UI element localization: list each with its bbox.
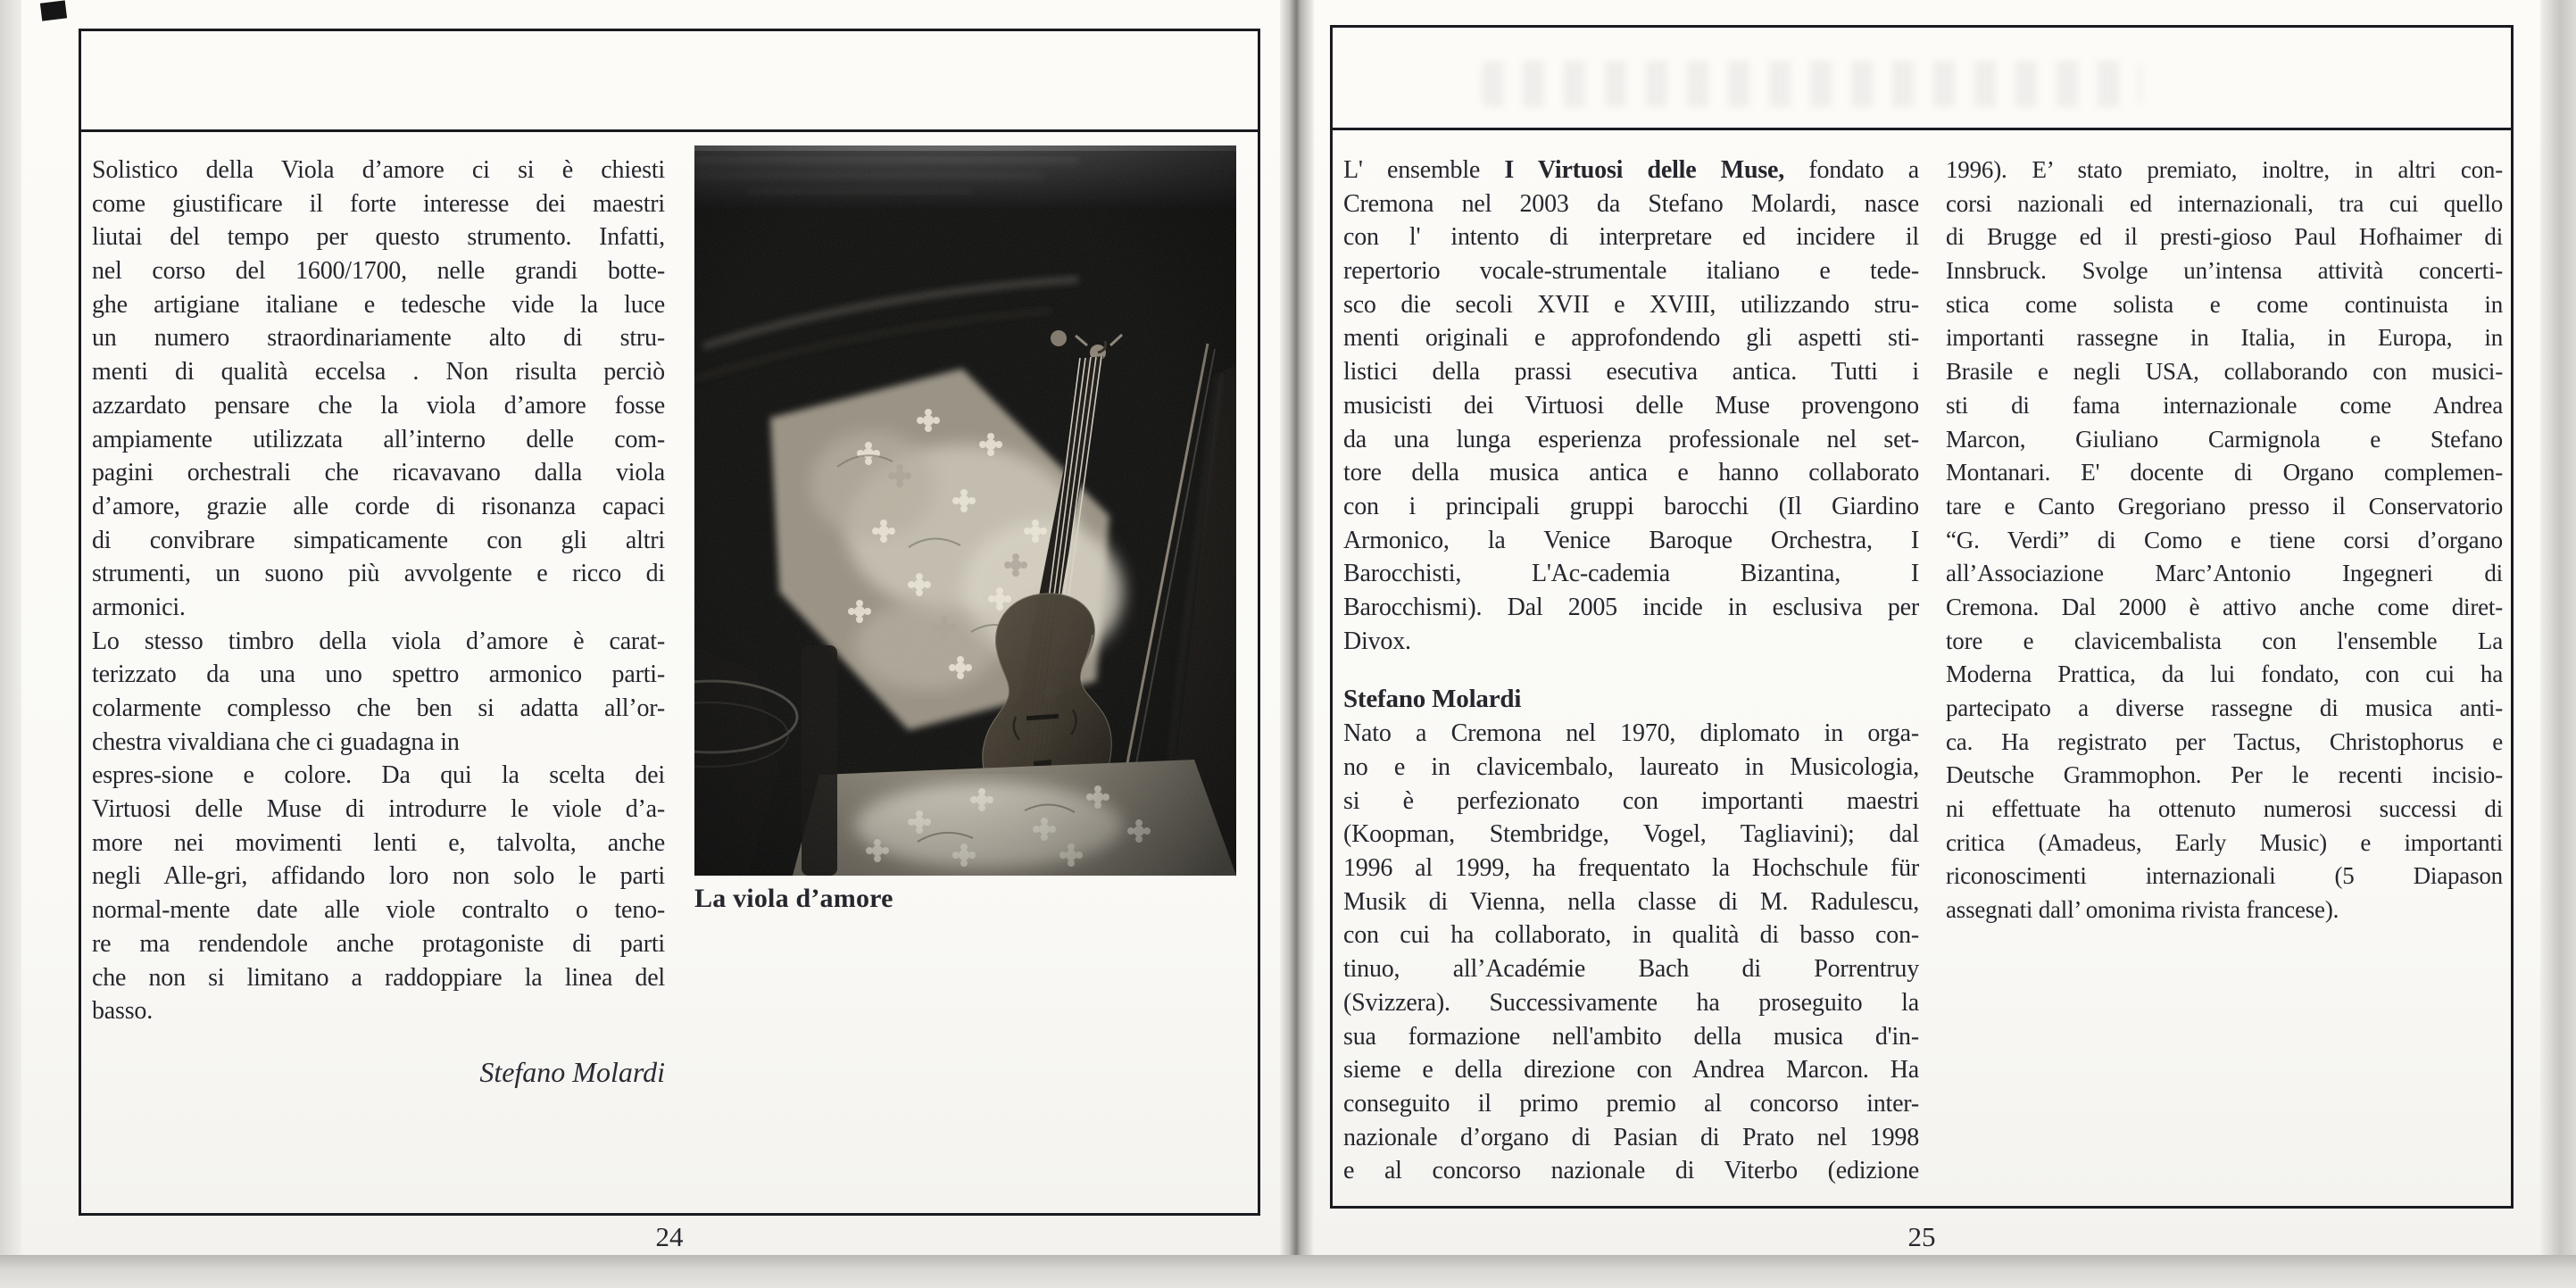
text-line: Nato a Cremona nel 1970, diplomato in orga- bbox=[1343, 719, 1919, 748]
text-line: di Brugge ed il presti-gioso Paul Hofhaimer di bbox=[1946, 223, 2503, 251]
text-line: Moderna Prattica, da lui fondato, con cui ha bbox=[1946, 661, 2503, 688]
text-line: azzardato pensare che la viola d’amore fosse bbox=[92, 391, 665, 420]
text-line: con i principali gruppi barocchi (Il Giardino bbox=[1343, 492, 1919, 520]
text-line: come giustificare il forte interesse dei maestri bbox=[92, 189, 665, 218]
text-line: Marcon, Giuliano Carmignola e Stefano bbox=[1946, 425, 2503, 453]
text-line: Montanari. E' docente di Organo complemen- bbox=[1946, 459, 2503, 486]
text-line: Lo stesso timbro della viola d’amore è carat- bbox=[92, 627, 665, 655]
text-line: Innsbruck. Svolge un’intensa attività concerti- bbox=[1946, 257, 2503, 285]
text-line: che non si limitano a raddoppiare la linea del bbox=[92, 963, 665, 992]
text-line: da una lunga esperienza professionale nel set- bbox=[1343, 425, 1919, 453]
text-line: musicisti dei Virtuosi delle Muse provengono bbox=[1343, 391, 1919, 420]
text-line: colarmente complesso che ben si adatta all’or- bbox=[92, 694, 665, 722]
text-line: Brasile e negli USA, collaborando con musici- bbox=[1946, 358, 2503, 386]
text-line: 1996). E’ stato premiato, inoltre, in altri con- bbox=[1946, 156, 2503, 183]
author-signature: Stefano Molardi bbox=[479, 1056, 665, 1088]
text-line: sti di fama internazionale come Andrea bbox=[1946, 391, 2503, 419]
text-line: Barocchisti, L'Ac-cademia Bizantina, I bbox=[1343, 560, 1919, 588]
text-line: corsi nazionali ed internazionali, tra cui quello bbox=[1946, 189, 2503, 217]
text-line: normal-mente date alle viole contralto o teno- bbox=[92, 896, 665, 925]
text-line: menti di qualità eccelsa . Non risulta perciò bbox=[92, 358, 665, 386]
text-line: nel corso del 1600/1700, nelle grandi botte- bbox=[92, 257, 665, 286]
text-line: un numero straordinariamente alto di stru- bbox=[92, 324, 665, 353]
text-line: chestra vivaldiana che ci guadagna in bbox=[92, 727, 460, 756]
page-number-right: 25 bbox=[1907, 1221, 1936, 1252]
text-line: critica (Amadeus, Early Music) e importanti bbox=[1946, 828, 2503, 856]
text-line: nazionale d’organo di Pasian di Prato nel 1998 bbox=[1343, 1123, 1919, 1151]
left-text-column bbox=[92, 154, 665, 1028]
text-line: more nei movimenti lenti e, talvolta, anche bbox=[92, 828, 665, 857]
scan-edge-right bbox=[2540, 0, 2576, 1288]
text-line: sua formazione nell'ambito della musica d'in- bbox=[1343, 1022, 1919, 1051]
right-header-rule bbox=[1330, 128, 2514, 130]
text-line: re ma rendendole anche protagoniste di parti bbox=[92, 929, 665, 958]
text-line: sieme e della direzione con Andrea Marcon. Ha bbox=[1343, 1056, 1919, 1084]
text-line: Musik di Vienna, nella classe di M. Radulescu, bbox=[1343, 887, 1919, 916]
text-line: espres-sione e colore. Da qui la scelta dei bbox=[92, 761, 665, 790]
text-line: Cremona. Dal 2000 è attivo anche come diret- bbox=[1946, 593, 2503, 620]
text-line: (Svizzera). Successivamente ha proseguito la bbox=[1343, 988, 1919, 1017]
text-line: ghe artigiane italiane e tedesche vide la luce bbox=[92, 290, 665, 319]
section-heading: Stefano Molardi bbox=[1343, 685, 1522, 714]
text-line: stica come solista e come continuista in bbox=[1946, 290, 2503, 318]
text-line: sco die secoli XVII e XVIII, utilizzando stru- bbox=[1343, 290, 1919, 319]
text-line: riconoscimenti internazionali (5 Diapason bbox=[1946, 862, 2503, 890]
scan-edge-bottom bbox=[0, 1255, 2576, 1288]
text-line: importanti rassegne in Italia, in Europa, in bbox=[1946, 324, 2503, 352]
text-line: Solistico della Viola d’amore ci si è chiesti bbox=[92, 156, 665, 184]
text-line: Barocchismi). Dal 2005 incide in esclusiva per bbox=[1343, 593, 1919, 621]
text-line: liutai del tempo per questo strumento. Infatti, bbox=[92, 223, 665, 252]
text-line: conseguito il primo premio al concorso inter- bbox=[1343, 1089, 1919, 1118]
text-line: ca. Ha registrato per Tactus, Christophorus e bbox=[1946, 727, 2503, 755]
viola-damore-photo bbox=[694, 145, 1236, 876]
text-line: repertorio vocale-strumentale italiano e tede- bbox=[1343, 257, 1919, 286]
spine-shadow bbox=[1280, 0, 1314, 1259]
ink-bleedthrough bbox=[1482, 61, 2142, 107]
text-line: negli Alle-gri, affidando loro non solo le parti bbox=[92, 862, 665, 891]
text-line: tinuo, all’Académie Bach di Porrentruy bbox=[1343, 955, 1919, 984]
text-line: di convibrare simpaticamente con gli altri bbox=[92, 526, 665, 554]
text-line: 1996 al 1999, ha frequentato la Hochschule für bbox=[1343, 854, 1919, 883]
text-line: Armonico, la Venice Baroque Orchestra, I bbox=[1343, 526, 1919, 554]
photo-caption: La viola d’amore bbox=[694, 884, 893, 913]
text-line: ni effettuate ha ottenuto numerosi successi di bbox=[1946, 795, 2503, 823]
text-line: Virtuosi delle Muse di introdurre le viole d’a- bbox=[92, 795, 665, 824]
page-number-left: 24 bbox=[655, 1221, 684, 1252]
text-line: Deutsche Grammophon. Per le recenti incisio- bbox=[1946, 761, 2503, 789]
text-line: assegnati dall’ omonima rivista francese). bbox=[1946, 896, 2339, 924]
text-line: pagini orchestrali che ricavavano dalla viola bbox=[92, 459, 665, 487]
text-line: no e in clavicembalo, laureato in Musicologia, bbox=[1343, 753, 1919, 781]
text-line: strumenti, un suono più avvolgente e ricco di bbox=[92, 560, 665, 588]
right-text-column-1 bbox=[1343, 154, 1919, 1188]
text-line: Divox. bbox=[1343, 627, 1411, 655]
text-line: tore della musica antica e hanno collaborato bbox=[1343, 459, 1919, 487]
text-line: ampiamente utilizzata all’interno delle com- bbox=[92, 425, 665, 453]
left-header-rule bbox=[79, 129, 1260, 132]
text-line: menti originali e approfondendo gli aspetti sti- bbox=[1343, 324, 1919, 353]
paragraph-gap bbox=[1343, 658, 1919, 681]
text-line: con cui ha collaborato, in qualità di basso con- bbox=[1343, 921, 1919, 950]
right-text-column-2 bbox=[1946, 154, 2503, 927]
text-line: listici della prassi esecutiva antica. Tutti i bbox=[1343, 358, 1919, 386]
text-line: tare e Canto Gregoriano presso il Conservatorio bbox=[1946, 492, 2503, 519]
text-line: basso. bbox=[92, 997, 154, 1026]
text-line: d’amore, grazie alle corde di risonanza capaci bbox=[92, 492, 665, 520]
text-line: all’Associazione Marc’Antonio Ingegneri di bbox=[1946, 560, 2503, 587]
scan-corner-artifact bbox=[40, 0, 67, 21]
text-line: con l' intento di interpretare ed incidere il bbox=[1343, 223, 1919, 252]
text-line: e al concorso nazionale di Viterbo (edizione bbox=[1343, 1157, 1919, 1185]
text-line: “G. Verdi” di Como e tiene corsi d’organo bbox=[1946, 526, 2503, 553]
text-line: si è perfezionato con importanti maestri bbox=[1343, 786, 1919, 815]
text-line: partecipato a diverse rassegne di musica anti- bbox=[1946, 694, 2503, 721]
text-line: tore e clavicembalista con l'ensemble La bbox=[1946, 627, 2503, 654]
text-line: armonici. bbox=[92, 593, 186, 621]
text-line: L' ensemble I Virtuosi delle Muse, fondato a bbox=[1343, 156, 1919, 184]
text-line: Cremona nel 2003 da Stefano Molardi, nasce bbox=[1343, 189, 1919, 218]
scan-edge-left bbox=[0, 0, 21, 1288]
viola-damore-photo-art bbox=[694, 145, 1236, 876]
text-line: terizzato da una uno spettro armonico parti- bbox=[92, 661, 665, 689]
text-line: (Koopman, Stembridge, Vogel, Tagliavini); dal bbox=[1343, 820, 1919, 849]
